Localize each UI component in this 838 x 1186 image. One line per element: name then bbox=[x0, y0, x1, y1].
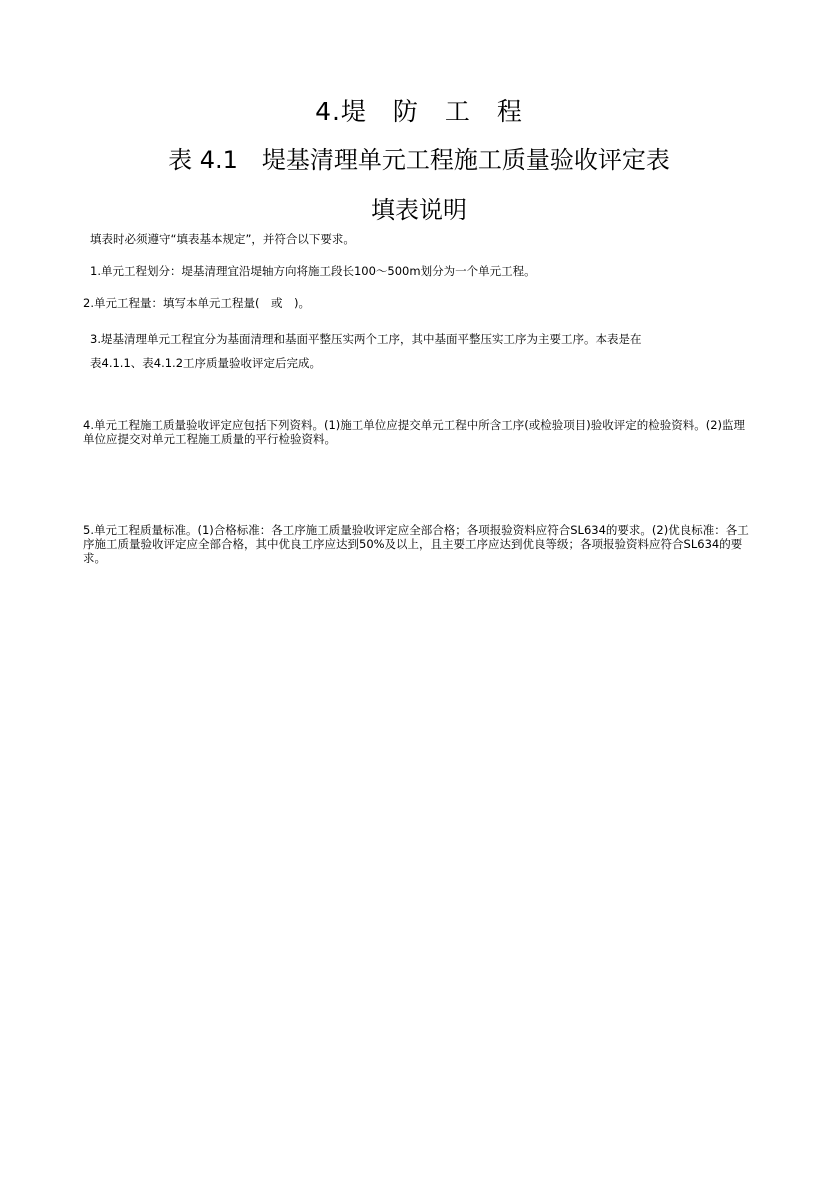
item-4-text: 4.单元工程施工质量验收评定应包括下列资料。(1)施工单位应提交单元工程中所含工序(或检验项目)验收评定的检验资料。(2)监理单位应提交对单元工程施工质量的平行检验资料。 bbox=[83, 418, 746, 446]
section-title: 填表说明 bbox=[371, 196, 467, 224]
item-3-line-1: 3.堤基清理单元工程宜分为基面清理和基面平整压实两个工序，其中基面平整压实工序为主要工序。本表是在 bbox=[90, 332, 642, 346]
intro-text: 填表时必须遵守“填表基本规定”，并符合以下要求。 bbox=[90, 232, 355, 246]
table-title: 表 4.1 堤基清理单元工程施工质量验收评定表 bbox=[168, 146, 670, 174]
item-5-text: 5.单元工程质量标准。(1)合格标准：各工序施工质量验收评定应全部合格；各项报验资料应符合SL634的要求。(2)优良标准：各工序施工质量验收评定应全部合格，其中优良工序应达到50%及以上，且主要工序应达到优良等级；各项报验资料应符合SL634的要求。 bbox=[83, 523, 749, 565]
item-1-text: 1.单元工程划分：堤基清理宜沿堤轴方向将施工段长100～500m划分为一个单元工程。 bbox=[90, 264, 536, 278]
chapter-title: 4.堤 防 工 程 bbox=[315, 97, 523, 126]
item-3-line-2: 表4.1.1、表4.1.2工序质量验收评定后完成。 bbox=[90, 356, 322, 370]
item-2-text: 2.单元工程量：填写本单元工程量( 或 )。 bbox=[83, 296, 310, 310]
